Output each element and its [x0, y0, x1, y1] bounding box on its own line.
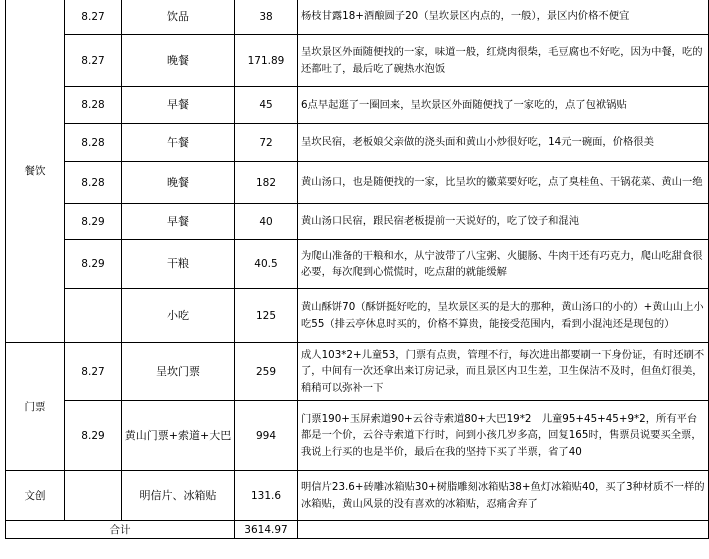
amount-cell: 45 [235, 87, 298, 124]
item-cell: 小吃 [122, 289, 235, 343]
table-row [6, 289, 709, 343]
amount-cell: 994 [235, 401, 298, 471]
item-cell: 干粮 [122, 240, 235, 289]
table-row [6, 401, 709, 471]
note-cell: 明信片23.6+砖雕冰箱贴30+树脂雕刻冰箱贴38+鱼灯冰箱贴40，买了3种材质不一样的冰箱贴，黄山风景的没有喜欢的冰箱贴，忍痛舍弃了 [298, 471, 709, 521]
table-row [6, 162, 709, 204]
note-cell: 黄山汤口民宿，跟民宿老板提前一天说好的，吃了饺子和混沌 [298, 204, 709, 240]
empty-cell [298, 521, 709, 539]
table-row [6, 35, 709, 87]
date-cell: 8.27 [65, 0, 122, 35]
table-row [6, 240, 709, 289]
total-row [6, 521, 709, 539]
note-cell: 杨枝甘露18+酒酿圆子20（呈坎景区内点的，一般），景区内价格不便宜 [298, 0, 709, 35]
amount-cell: 38 [235, 0, 298, 35]
date-cell: 8.29 [65, 240, 122, 289]
note-cell: 6点早起逛了一圈回来，呈坎景区外面随便找了一家吃的，点了包袱锅贴 [298, 87, 709, 124]
item-cell: 晚餐 [122, 35, 235, 87]
date-cell [65, 289, 122, 343]
date-cell: 8.27 [65, 35, 122, 87]
note-cell: 黄山汤口，也是随便找的一家，比呈坎的徽菜要好吃，点了臭桂鱼、干锅花菜、黄山一绝 [298, 162, 709, 204]
item-cell: 午餐 [122, 124, 235, 162]
item-cell: 黄山门票+索道+大巴 [122, 401, 235, 471]
item-cell: 早餐 [122, 204, 235, 240]
date-cell: 8.28 [65, 162, 122, 204]
amount-cell: 125 [235, 289, 298, 343]
date-cell [65, 471, 122, 521]
note-cell: 黄山酥饼70（酥饼挺好吃的，呈坎景区买的是大的那种，黄山汤口的小的）+黄山山上小吃55（排云亭休息时买的，价格不算贵，能接受范围内，看到小混沌还是现包的） [298, 289, 709, 343]
item-cell: 晚餐 [122, 162, 235, 204]
note-cell: 呈坎民宿，老板娘父亲做的浇头面和黄山小炒很好吃，14元一碗面，价格很美 [298, 124, 709, 162]
table-row [6, 0, 709, 35]
item-cell: 饮品 [122, 0, 235, 35]
item-cell: 早餐 [122, 87, 235, 124]
total-label: 合计 [6, 521, 235, 539]
note-cell: 门票190+玉屏索道90+云谷寺索道80+大巴19*2 儿童95+45+45+9*2，所有平台都是一个价，云谷寺索道下行时，问到小孩几岁多高，回复165时，售票员说要买全票，我说上行买的也是半价，最后在我的坚持下买了半票，省了40 [298, 401, 709, 471]
amount-cell: 259 [235, 343, 298, 401]
item-cell: 呈坎门票 [122, 343, 235, 401]
amount-cell: 131.6 [235, 471, 298, 521]
amount-cell: 40 [235, 204, 298, 240]
date-cell: 8.29 [65, 204, 122, 240]
table-row [6, 87, 709, 124]
category-cell: 餐饮 [6, 0, 65, 343]
amount-cell: 40.5 [235, 240, 298, 289]
table-row [6, 471, 709, 521]
amount-cell: 182 [235, 162, 298, 204]
amount-cell: 171.89 [235, 35, 298, 87]
date-cell: 8.27 [65, 343, 122, 401]
table-row [6, 124, 709, 162]
category-cell: 文创 [6, 471, 65, 521]
note-cell: 呈坎景区外面随便找的一家，味道一般，红烧肉很柴，毛豆腐也不好吃，因为中餐，吃的还都吐了，最后吃了碗热水泡饭 [298, 35, 709, 87]
amount-cell: 72 [235, 124, 298, 162]
table-row [6, 204, 709, 240]
date-cell: 8.28 [65, 124, 122, 162]
note-cell: 为爬山准备的干粮和水，从宁波带了八宝粥、火腿肠、牛肉干还有巧克力，爬山吃甜食很必要，每次爬到心慌慌时，吃点甜的就能缓解 [298, 240, 709, 289]
item-cell: 明信片、冰箱贴 [122, 471, 235, 521]
table-row [6, 343, 709, 401]
category-cell: 门票 [6, 343, 65, 471]
date-cell: 8.29 [65, 401, 122, 471]
expense-table [5, 0, 709, 539]
note-cell: 成人103*2+儿童53，门票有点贵，管理不行，每次进出都要刷一下身份证，有时还刷不了，中间有一次还拿出来订房记录，而且景区内卫生差，卫生保洁不及时，但鱼灯很美，稍稍可以弥补一下 [298, 343, 709, 401]
total-amount: 3614.97 [235, 521, 298, 539]
date-cell: 8.28 [65, 87, 122, 124]
